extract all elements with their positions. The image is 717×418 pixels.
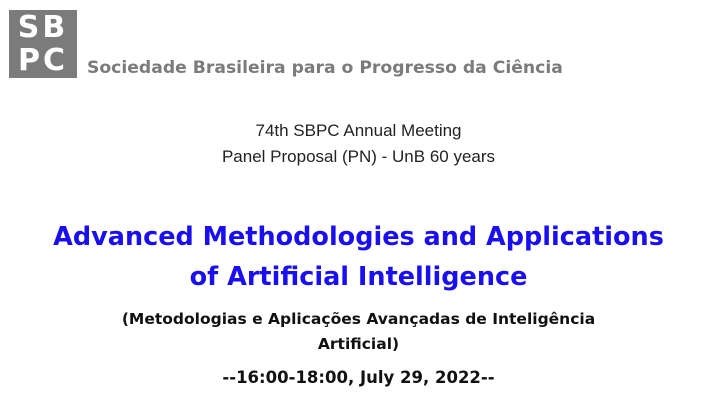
panel-title-line1: Advanced Methodologies and Applications — [53, 222, 664, 252]
sbpc-logo — [9, 10, 77, 78]
panel-subtitle-line2: Artificial) — [317, 335, 400, 353]
panel-subtitle — [0, 307, 717, 357]
society-name: Sociedade Brasileira para o Progresso da Ciência — [87, 58, 563, 78]
panel-title — [0, 217, 717, 297]
meeting-info — [0, 118, 717, 170]
logo-text-bottom: PC — [17, 43, 68, 78]
panel-proposal: Panel Proposal (PN) - UnB 60 years — [221, 147, 496, 166]
meeting-title: 74th SBPC Annual Meeting — [255, 121, 462, 140]
session-datetime: --16:00-18:00, July 29, 2022-- — [222, 368, 495, 387]
panel-subtitle-line1: (Metodologias e Aplicações Avançadas de Inteligência — [121, 310, 596, 328]
panel-title-line2: of Artificial Intelligence — [189, 262, 528, 292]
logo-text-top: SB — [17, 10, 69, 45]
